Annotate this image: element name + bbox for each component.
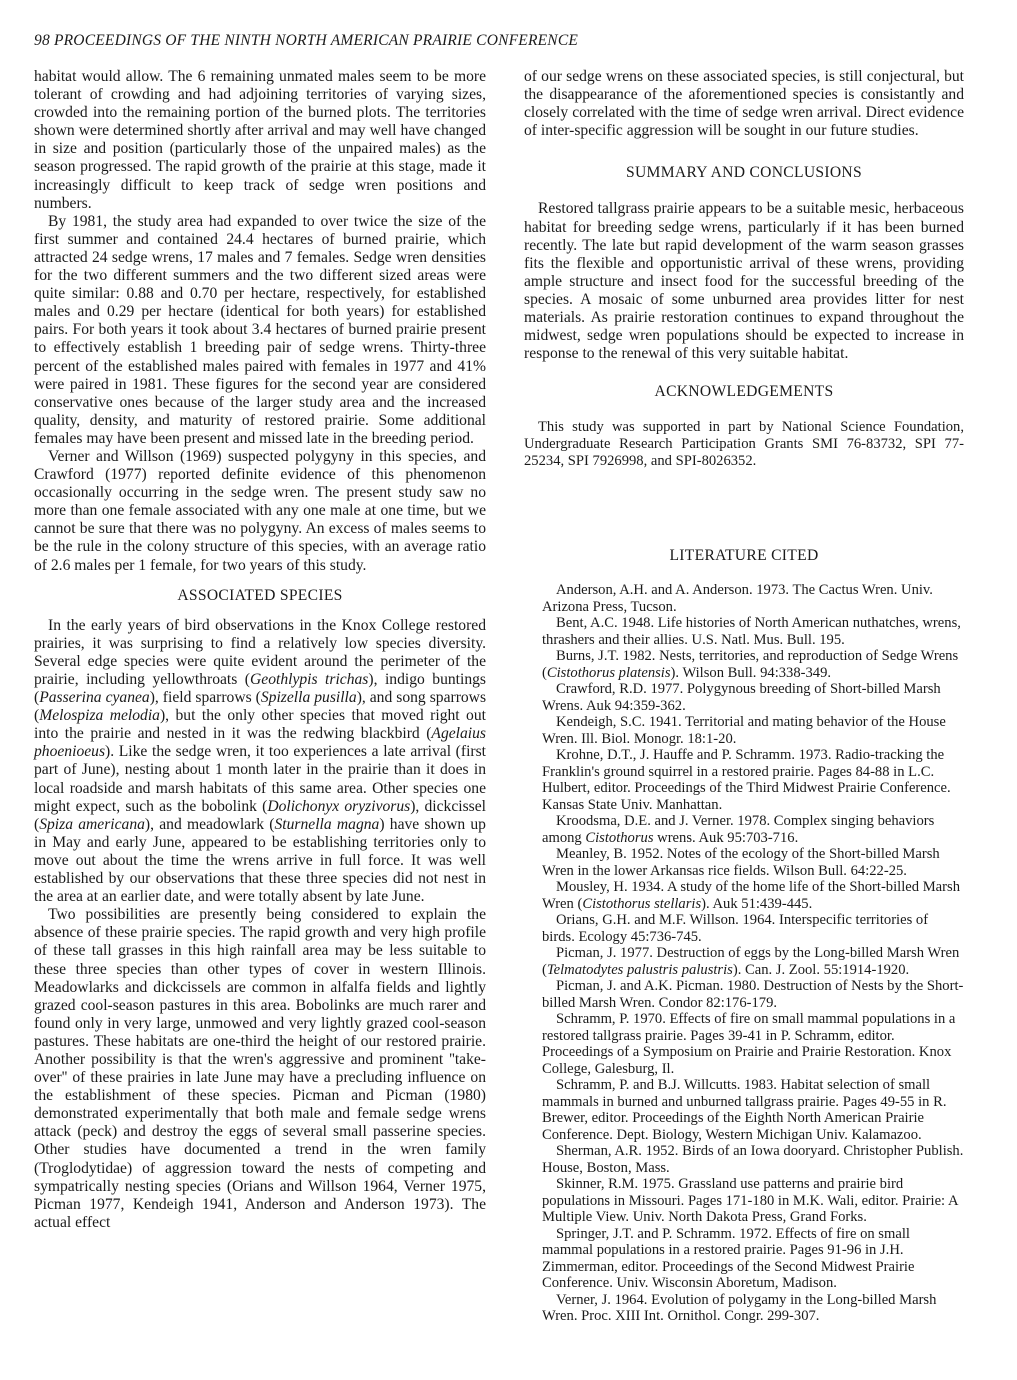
reference-text: Bent, A.C. 1948. Life histories of North American nuthatches, wrens, thrashers and their allies. U.S. Natl. Mus. Bull. 195. (542, 615, 961, 648)
reference-entry (524, 582, 964, 615)
reference-entry (524, 912, 964, 945)
body-paragraph: habitat would allow. The 6 remaining unmated males seem to be more tolerant of crowding and had adjoining territories of varying sizes, crowded into the remaining portion of the burned plots. The territories shown were determined shortly after arrival and may well have changed in size and position (particularly those of the unpaired males) as the season progressed. The rapid growth of the prairie at this stage, made it increasingly difficult to keep track of sedge wren positions and numbers. (34, 68, 486, 212)
text-run: ), dickcissel ( (34, 797, 486, 833)
species-name: Geothlypis trichas (250, 671, 369, 688)
reference-entry (524, 813, 964, 846)
reference-text: Anderson, A.H. and A. Anderson. 1973. The Cactus Wren. Univ. Arizona Press, Tucson. (542, 582, 933, 615)
text-run: ), and song sparrows ( (34, 689, 487, 725)
body-paragraph: Restored tallgrass prairie appears to be a suitable mesic, herbaceous habitat for breeding sedge wrens, particularly if it has been burned recently. The late but rapid development of the warm season grasses fits the flexible and opportunistic arrival of these wrens, providing ample structure and insect food for the successful breeding of the species. A mosaic of some unburned area provides litter for nest materials. As prairie restoration continues to expand throughout the midwest, sedge wren populations should be expected to increase in response to the renewal of this very suitable habitat. (524, 200, 964, 363)
reference-entry (524, 1077, 964, 1143)
reference-entry (524, 681, 964, 714)
reference-text: Burns, J.T. 1982. Nests, territories, and reproduction of Sedge Wrens ( (542, 648, 959, 681)
species-name: Passerina cyanea (39, 689, 150, 707)
text-run: ), but the only other species that moved right out into the prairie and nested in it was the redwing blackbird ( (34, 707, 486, 743)
reference-text: Picman, J. 1977. Destruction of eggs by the Long-billed Marsh Wren ( (542, 945, 960, 978)
section-heading-summary: SUMMARY AND CONCLUSIONS (626, 164, 862, 182)
reference-entry (524, 615, 964, 648)
reference-italic: Cistothorus stellaris (582, 895, 702, 912)
reference-entry (524, 714, 964, 747)
section-heading-associated-species: ASSOCIATED SPECIES (177, 586, 343, 604)
section-heading-literature-cited: LITERATURE CITED (669, 547, 819, 565)
species-name: Agelaius phoenioeus (34, 725, 486, 761)
reference-text: Sherman, A.R. 1952. Birds of an Iowa dooryard. Christopher Publish. House, Boston, Mass. (542, 1143, 964, 1176)
reference-text: Crawford, R.D. 1977. Polygynous breeding of Short-billed Marsh Wrens. Auk 94:359-362. (542, 681, 941, 714)
reference-text: ). Wilson Bull. 94:338-349. (670, 664, 832, 681)
text-run: In the early years of bird observations in the Knox College restored prairies, it was surprising to find a relatively low species diversity. Several edge species were quite evident around the perimeter of the prairie, including yellowthroats ( (34, 616, 486, 688)
reference-text: Schramm, P. and B.J. Willcutts. 1983. Habitat selection of small mammals in burned and unburned tallgrass prairie. Pages 49-55 in R. Brewer, editor. Proceedings of the Eighth North American Prairie Conference. Dept. Biology, Western Michigan Univ. Kalamazoo. (542, 1077, 947, 1143)
body-paragraph: Two possibilities are presently being considered to explain the absence of these prairie species. The rapid growth and very high profile of these tall grasses in this high rainfall area may be less suitable to these three species than other types of cover in western Illinois. Meadowlarks and dickcissels are common in alfalfa fields and lightly grazed cool-season pastures in this area. Bobolinks are much rarer and found only in very large, unmowed and very lightly grazed cool-season pastures. These habitats are one-third the height of our restored prairie. Another possibility is that the wren's aggressive and prominent ''take-over'' of these prairies in late June may have a precluding influence on the establishment of these species. Picman and Picman (1980) demonstrated experimentally that both male and female sedge wrens attack (peck) and destroy the eggs of several small passerine species. Other studies have documented a trend in the wren family (Troglodytidae) of aggression toward the nests of competing and sympatrically nesting species (Orians and Willson 1964, Verner 1975, Picman 1977, Kendeigh 1941, Anderson and Anderson 1973). The actual effect (34, 906, 486, 1231)
reference-text: wrens. Auk 95:703-716. (653, 829, 799, 846)
reference-italic: Cistothorus platensis (546, 664, 671, 681)
reference-text: Kroodsma, D.E. and J. Verner. 1978. Complex singing behaviors among (542, 813, 935, 846)
reference-text: Meanley, B. 1952. Notes of the ecology of the Short-billed Marsh Wren in the lower Arkansas rice fields. Wilson Bull. 64:22-25. (542, 846, 940, 879)
reference-entry (524, 648, 964, 681)
acknowledgements-paragraph: This study was supported in part by National Science Foundation, Undergraduate Research Participation Grants SMI 76-83732, SPI 77-25234, SPI 7926998, and SPI-8026352. (524, 419, 964, 469)
reference-entry (524, 1226, 964, 1292)
species-name: Melospiza melodia (39, 707, 160, 725)
reference-text: Verner, J. 1964. Evolution of polygamy in the Long-billed Marsh Wren. Proc. XIII Int. Ornithol. Congr. 299-307. (542, 1291, 937, 1325)
reference-entry (524, 879, 964, 912)
species-name: Dolichonyx oryzivorus (267, 797, 411, 815)
reference-entry (524, 1143, 964, 1176)
body-paragraph (34, 617, 486, 907)
reference-entry (524, 747, 964, 813)
species-name: Spizella pusilla (260, 689, 357, 707)
right-column (524, 68, 964, 1325)
reference-italic: Cistothorus (585, 829, 654, 846)
reference-italic: Telmatodytes palustris palustris (546, 961, 733, 978)
text-run: ), field sparrows ( (149, 689, 261, 707)
reference-text: ). Auk 51:439-445. (701, 895, 813, 912)
reference-text: Springer, J.T. and P. Schramm. 1972. Effects of fire on small mammal populations in a restored prairie. Pages 91-96 in J.H. Zimmerman, editor. Proceedings of the Second Midwest Prairie Conference. Univ. Wisconsin Aboretum, Madison. (542, 1225, 915, 1292)
text-run: ), and meadowlark ( (144, 815, 275, 833)
running-head: 98 PROCEEDINGS OF THE NINTH NORTH AMERICAN PRAIRIE CONFERENCE (34, 32, 579, 49)
reference-text: Picman, J. and A.K. Picman. 1980. Destruction of Nests by the Short-billed Marsh Wren. Condor 82:176-179. (542, 978, 964, 1011)
reference-text: Mousley, H. 1934. A study of the home life of the Short-billed Marsh Wren ( (542, 879, 960, 912)
reference-text: ). Can. J. Zool. 55:1914-1920. (732, 961, 910, 978)
species-name: Spiza americana (39, 815, 145, 833)
reference-text: Krohne, D.T., J. Hauffe and P. Schramm. 1973. Radio-tracking the Franklin's ground squirrel in a restored prairie. Pages 84-88 in L.C. Hulbert, editor. Proceedings of the Third Midwest Prairie Conference. Kansas State Univ. Manhattan. (542, 747, 951, 813)
reference-entry (524, 1292, 964, 1325)
reference-text: Kendeigh, S.C. 1941. Territorial and mating behavior of the House Wren. Ill. Biol. Monogr. 18:1-20. (542, 714, 946, 747)
species-name: Sturnella magna (274, 815, 380, 833)
text-run: ), indigo buntings ( (34, 671, 486, 707)
body-paragraph: Verner and Willson (1969) suspected polygyny in this species, and Crawford (1977) reported definite evidence of this phenomenon occasionally occurring in the sedge wren. The present study saw no more than one female associated with any one male at one time, but we cannot be sure that there was no polygyny. An excess of males seems to be the rule in the colony structure of this species, with an average ratio of 2.6 males per 1 female, for two years of this study. (34, 447, 486, 574)
reference-text: Skinner, R.M. 1975. Grassland use patterns and prairie bird populations in Missouri. Pages 171-180 in M.K. Wali, editor. Prairie: A Multiple View. Univ. North Dakota Press, Grand Forks. (542, 1176, 958, 1226)
reference-list (524, 582, 964, 1325)
text-run: ). Like the sedge wren, it too experiences a late arrival (first part of June), nesting about 1 month later in the prairie than it does in local roadside and marsh habitats of this same area. Other species one might expect, such as the bobolink ( (34, 743, 486, 815)
reference-entry (524, 978, 964, 1011)
text-run: ) have shown up in May and early June, appeared to be establishing territories only to move out about the time the wrens arrive in full force. It was well established by our observations that these three species did not nest in the area at an earlier date, and were totally absent by late June. (34, 815, 486, 906)
body-paragraph: of our sedge wrens on these associated species, is still conjectural, but the disappearance of the aforementioned species is consistantly and closely correlated with the time of sedge wren arrival. Direct evidence of inter-specific aggression will be sought in our future studies. (524, 68, 964, 140)
reference-entry (524, 846, 964, 879)
reference-text: Schramm, P. 1970. Effects of fire on small mammal populations in a restored tallgrass prairie. Pages 39-41 in P. Schramm, editor. Proceedings of a Symposium on Prairie and Prairie Restoration. Knox College, Galesburg, Il. (542, 1011, 956, 1077)
reference-entry (524, 1176, 964, 1226)
reference-entry (524, 945, 964, 978)
reference-text: Orians, G.H. and M.F. Willson. 1964. Interspecific territories of birds. Ecology 45:736-745. (542, 912, 929, 945)
body-paragraph: By 1981, the study area had expanded to over twice the size of the first summer and contained 24.4 hectares of burned prairie, which attracted 24 sedge wrens, 17 males and 7 females. Sedge wren densities for the two different summers and the two different sized areas were quite similar: 0.88 and 0.70 per hectare, respectively, for established males and 0.29 per hectare (identical for both years) for established pairs. For both years it took about 3.4 hectares of burned prairie present to effectively establish 1 breeding pair of sedge wrens. Thirty-three percent of the established males paired with females in 1977 and 41% were paired in 1981. These figures for the second year are considered conservative ones because of the larger study area and the increased quality, density, and maturity of restored prairie. Some additional females may have been present and missed late in the breeding period. (34, 212, 486, 447)
reference-entry (524, 1011, 964, 1077)
left-column (34, 68, 486, 1232)
section-heading-acknowledgements: ACKNOWLEDGEMENTS (654, 383, 834, 401)
